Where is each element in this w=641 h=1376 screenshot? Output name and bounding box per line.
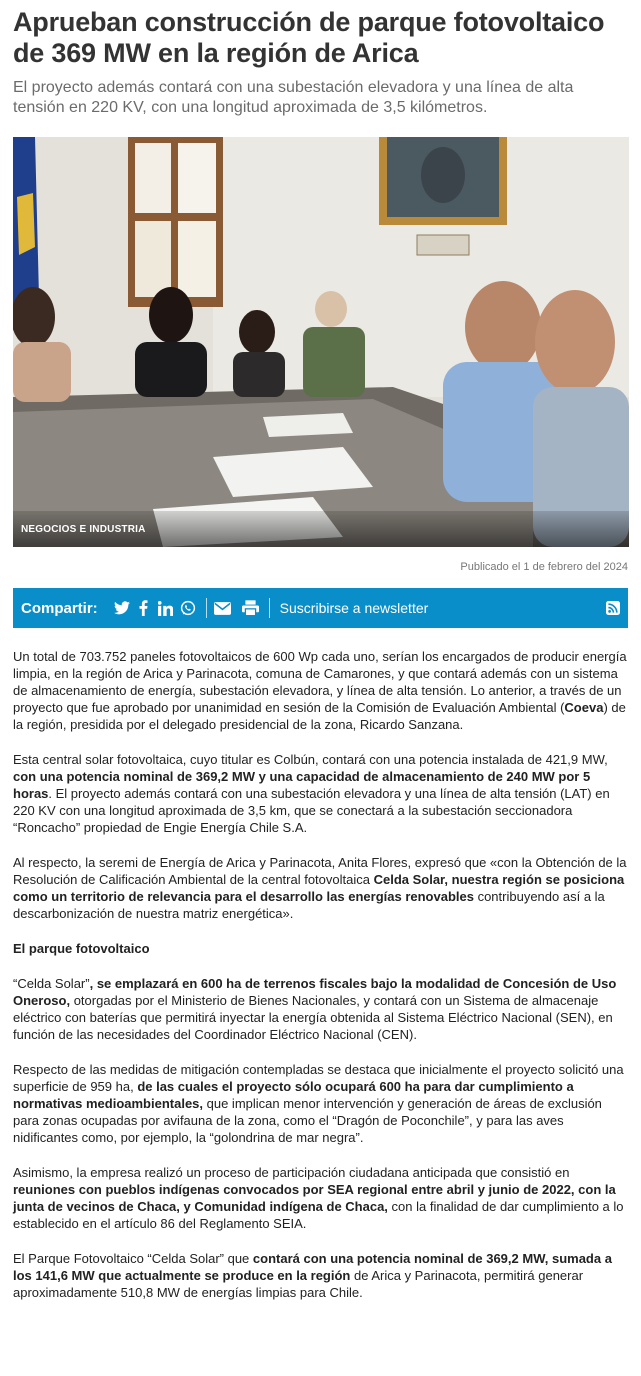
paragraph: Asimismo, la empresa realizó un proceso de participación ciudadana anticipada que consistió en reuniones con pueblos indígenas convocados por SEA regional entre abril y junio de 2022, con la junta de vecinos de Chaca, y Comunidad indígena de Chaca, con la finalidad de dar cumplimiento a lo establecido en el artículo 86 del Reglamento SEIA. bbox=[13, 1165, 624, 1231]
publish-date: Publicado el 1 de febrero del 2024 bbox=[460, 561, 628, 573]
facebook-icon[interactable] bbox=[134, 598, 154, 618]
linkedin-icon[interactable] bbox=[156, 598, 176, 618]
article-subtitle: El proyecto además contará con una subestación elevadora y una línea de alta tensión en 220 KV, con una longitud aproximada de 3,5 kilómetros. bbox=[13, 79, 574, 116]
share-label: Compartir: bbox=[21, 599, 98, 617]
category-label[interactable]: NEGOCIOS E INDUSTRIA bbox=[21, 524, 146, 535]
article-title: Aprueban construcción de parque fotovoltaico de 369 MW en la región de Arica bbox=[13, 7, 605, 68]
share-divider bbox=[269, 598, 270, 618]
print-icon[interactable] bbox=[241, 598, 261, 618]
twitter-icon[interactable] bbox=[112, 598, 132, 618]
email-icon[interactable] bbox=[213, 598, 233, 618]
share-bar bbox=[13, 588, 628, 628]
paragraph: Al respecto, la seremi de Energía de Arica y Parinacota, Anita Flores, expresó que «con la Obtención de la Resolución de Calificación Ambiental de la central fotovoltaica Celda Solar, nuestra región se posiciona como un territorio de relevancia para el desarrollo las energías renovables contribuyendo así a la descarbonización de nuestra matriz energética». bbox=[13, 855, 627, 921]
share-divider bbox=[206, 598, 207, 618]
paragraph: El Parque Fotovoltaico “Celda Solar” que contará con una potencia nominal de 369,2 MW, sumada a los 141,6 MW que actualmente se produce en la región de Arica y Parinacota, permitirá generar aproximadamente 510,8 MW de energías limpias para Chile. bbox=[13, 1251, 612, 1300]
paragraph: Esta central solar fotovoltaica, cuyo titular es Colbún, contará con una potencia instalada de 421,9 MW, con una potencia nominal de 369,2 MW y una capacidad de almacenamiento de 240 MW por 5 horas. El proyecto además contará con una subestación elevadora y una línea de alta tensión (LAT) en 220 KV con una longitud aproximada de 3,5 km, que se conectará a la subestación seccionadora “Roncacho” propiedad de Engie Energía Chile S.A. bbox=[13, 752, 610, 835]
paragraph: “Celda Solar”, se emplazará en 600 ha de terrenos fiscales bajo la modalidad de Concesión de Uso Oneroso, otorgadas por el Ministerio de Bienes Nacionales, y contará con un Sistema de almacenaje eléctrico con baterías que permitirá inyectar la energía obtenida al Sistema Eléctrico Nacional (SEN), en función de las necesidades del Coordinador Eléctrico Nacional (CEN). bbox=[13, 976, 617, 1042]
whatsapp-icon[interactable] bbox=[178, 598, 198, 618]
paragraph: Respecto de las medidas de mitigación contempladas se destaca que inicialmente el proyecto solicitó una superficie de 959 ha, de las cuales el proyecto sólo ocupará 600 ha para dar cumplimiento a normativas medioambientales, que implican menor intervención y generación de áreas de exclusión para zonas ocupadas por avifauna de la zona, como el “Dragón de Poconchile”, y para las aves nidificantes como, por ejemplo, la “golondrina de mar negra”. bbox=[13, 1062, 624, 1145]
article-body bbox=[13, 648, 628, 1301]
category-overlay bbox=[13, 511, 629, 547]
hero-image[interactable] bbox=[13, 137, 629, 547]
rss-icon[interactable] bbox=[606, 601, 620, 620]
meeting-photo bbox=[13, 137, 629, 547]
newsletter-link[interactable]: Suscribirse a newsletter bbox=[279, 600, 429, 616]
paragraph: Un total de 703.752 paneles fotovoltaicos de 600 Wp cada uno, serían los encargados de producir energía limpia, en la región de Arica y Parinacota, comuna de Camarones, y que contará además con un sistema de almacenamiento de energía, subestación elevadora, y línea de alta tensión. Lo anterior, a través de un proyecto que fue aprobado por unanimidad en sesión de la Comisión de Evaluación Ambiental (Coeva) de la región, presidida por el delegado presidencial de la zona, Ricardo Sanzana. bbox=[13, 649, 627, 732]
section-heading: El parque fotovoltaico bbox=[13, 941, 150, 956]
